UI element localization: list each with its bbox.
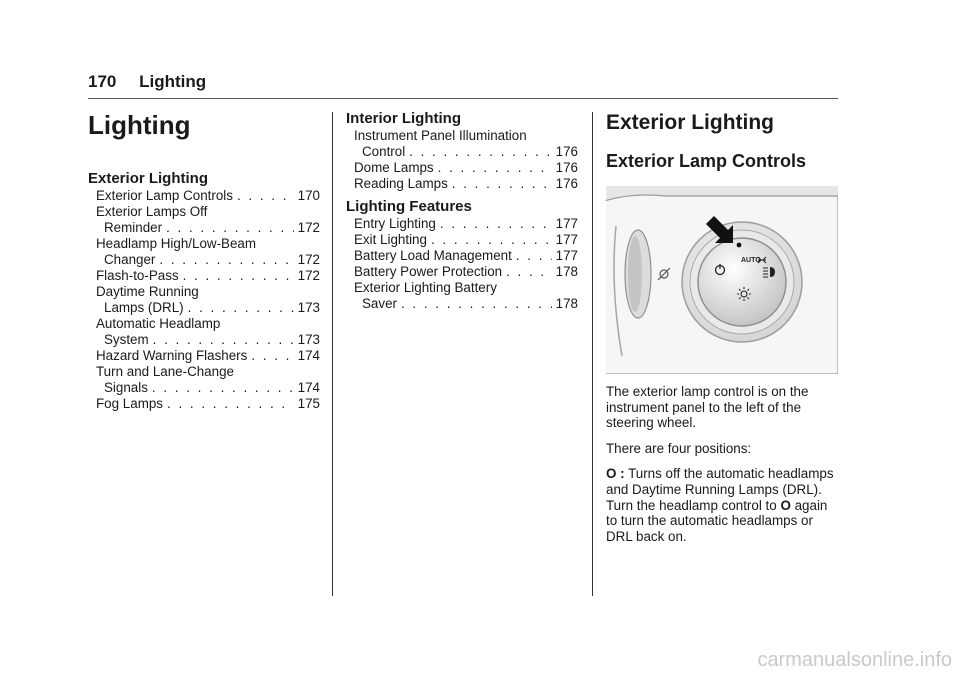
toc-entry-line bbox=[96, 252, 320, 268]
toc-entry[interactable] bbox=[96, 268, 320, 284]
toc-entry-text: Reminder bbox=[104, 220, 163, 235]
chapter-title: Lighting bbox=[88, 110, 191, 140]
toc-entry-line bbox=[96, 236, 320, 252]
lamp-control-illustration bbox=[606, 186, 838, 374]
left-column bbox=[88, 110, 320, 412]
toc-entry[interactable] bbox=[96, 284, 320, 316]
toc-entry-text: Lamps (DRL) bbox=[104, 300, 184, 315]
toc-entry-line bbox=[96, 204, 320, 220]
toc-entry-line bbox=[96, 364, 320, 380]
toc-leader-dots bbox=[166, 220, 294, 236]
toc-entry-text: Saver bbox=[362, 296, 397, 311]
toc-page-number: 175 bbox=[297, 396, 320, 411]
toc-leader-dots bbox=[183, 268, 294, 284]
toc-entry-line bbox=[354, 280, 578, 296]
toc-page-number: 174 bbox=[297, 348, 320, 363]
toc-leader-dots bbox=[401, 296, 552, 312]
exterior-lighting-title: Exterior Lighting bbox=[606, 111, 774, 134]
section-title-features: Lighting Features bbox=[346, 198, 472, 215]
toc-entry[interactable] bbox=[354, 128, 578, 160]
toc-entry-line bbox=[354, 144, 578, 160]
toc-entry[interactable] bbox=[354, 232, 578, 248]
running-section-title: Lighting bbox=[139, 72, 207, 91]
toc-entry[interactable] bbox=[354, 216, 578, 232]
auto-label: AUTO bbox=[741, 257, 761, 264]
exterior-lamp-controls-title: Exterior Lamp Controls bbox=[606, 151, 807, 171]
toc-page-number: 177 bbox=[555, 216, 578, 231]
section-title-exterior: Exterior Lighting bbox=[88, 170, 208, 187]
paragraph-positions: There are four positions: bbox=[606, 440, 752, 456]
toc-entry-text: Flash-to-Pass bbox=[96, 268, 179, 283]
toc-entry-line bbox=[354, 216, 578, 232]
column-divider-1 bbox=[332, 112, 333, 596]
toc-leader-dots bbox=[516, 248, 552, 264]
page-header bbox=[88, 72, 206, 92]
toc-entry[interactable] bbox=[96, 348, 320, 364]
toc-entry-line bbox=[354, 248, 578, 264]
toc-entry[interactable] bbox=[96, 396, 320, 412]
toc-entry-text: Entry Lighting bbox=[354, 216, 436, 231]
toc-entry[interactable] bbox=[96, 364, 320, 396]
column-divider-2 bbox=[592, 112, 593, 596]
toc-entry[interactable] bbox=[354, 176, 578, 192]
toc-entry-text: Daytime Running bbox=[96, 284, 199, 299]
toc-page-number: 176 bbox=[555, 160, 578, 175]
toc-leader-dots bbox=[440, 216, 552, 232]
toc-entry-text: Hazard Warning Flashers bbox=[96, 348, 248, 363]
toc-page-number: 174 bbox=[297, 380, 320, 395]
paragraph-location: The exterior lamp control is on the instrument panel to the left of the steering wheel. bbox=[606, 384, 809, 431]
off-description-a: Turns off the automatic headlamps and Daytime Running Lamps (DRL). Turn the headlamp control to bbox=[606, 466, 834, 513]
toc-entry-text: Battery Load Management bbox=[354, 248, 512, 263]
off-symbol: O : bbox=[606, 466, 625, 482]
toc-page-number: 170 bbox=[297, 188, 320, 203]
toc-page-number: 176 bbox=[555, 144, 578, 159]
toc-entry-line bbox=[354, 128, 578, 144]
toc-page-number: 172 bbox=[297, 220, 320, 235]
toc-page-number: 178 bbox=[555, 264, 578, 279]
toc-entry[interactable] bbox=[354, 264, 578, 280]
toc-entry-text: Exterior Lighting Battery bbox=[354, 280, 497, 295]
toc-entry-line bbox=[354, 264, 578, 280]
toc-page-number: 177 bbox=[555, 248, 578, 263]
toc-exterior-list bbox=[96, 188, 320, 412]
toc-entry-line bbox=[96, 300, 320, 316]
toc-entry[interactable] bbox=[96, 204, 320, 236]
toc-entry-text: Automatic Headlamp bbox=[96, 316, 221, 331]
toc-entry-line bbox=[354, 176, 578, 192]
toc-leader-dots bbox=[153, 332, 294, 348]
header-rule bbox=[88, 98, 838, 99]
toc-entry-text: Exit Lighting bbox=[354, 232, 427, 247]
off-symbol-inline: O bbox=[780, 497, 791, 513]
toc-entry-line bbox=[96, 220, 320, 236]
toc-interior-list bbox=[354, 128, 578, 192]
toc-entry-text: Signals bbox=[104, 380, 148, 395]
toc-leader-dots bbox=[409, 144, 551, 160]
toc-page-number: 173 bbox=[297, 332, 320, 347]
toc-entry-text: Dome Lamps bbox=[354, 160, 434, 175]
toc-entry-line bbox=[96, 316, 320, 332]
toc-entry-text: Turn and Lane-Change bbox=[96, 364, 234, 379]
toc-entry[interactable] bbox=[354, 248, 578, 264]
toc-leader-dots bbox=[159, 252, 293, 268]
toc-features-list bbox=[354, 216, 578, 312]
toc-entry-text: Reading Lamps bbox=[354, 176, 448, 191]
toc-leader-dots bbox=[438, 160, 552, 176]
middle-column bbox=[346, 110, 578, 312]
watermark: carmanualsonline.info bbox=[757, 649, 952, 671]
toc-page-number: 172 bbox=[297, 268, 320, 283]
toc-entry-line bbox=[354, 296, 578, 312]
toc-entry-text: Exterior Lamps Off bbox=[96, 204, 208, 219]
toc-leader-dots bbox=[452, 176, 552, 192]
toc-entry[interactable] bbox=[96, 188, 320, 204]
toc-entry-text: Changer bbox=[104, 252, 156, 267]
toc-entry-text: System bbox=[104, 332, 149, 347]
page-number: 170 bbox=[88, 72, 117, 91]
toc-entry-text: Headlamp High/Low-Beam bbox=[96, 236, 257, 251]
off-description-b: again to turn the automatic headlamps or DRL back on. bbox=[606, 497, 828, 544]
toc-entry-text: Exterior Lamp Controls bbox=[96, 188, 233, 203]
toc-entry-text: Control bbox=[362, 144, 406, 159]
toc-entry[interactable] bbox=[354, 160, 578, 176]
toc-entry-line bbox=[96, 396, 320, 412]
toc-entry-line bbox=[354, 160, 578, 176]
toc-page-number: 172 bbox=[297, 252, 320, 267]
toc-entry-line bbox=[96, 348, 320, 364]
toc-leader-dots bbox=[188, 300, 294, 316]
toc-entry-text: Battery Power Protection bbox=[354, 264, 503, 279]
toc-leader-dots bbox=[237, 188, 294, 204]
toc-entry-text: Instrument Panel Illumination bbox=[354, 128, 527, 143]
toc-leader-dots bbox=[251, 348, 293, 364]
toc-leader-dots bbox=[431, 232, 552, 248]
toc-entry[interactable] bbox=[96, 236, 320, 268]
toc-entry-line bbox=[96, 268, 320, 284]
toc-entry-line bbox=[96, 380, 320, 396]
right-column bbox=[606, 110, 838, 544]
paragraph-off-position bbox=[606, 466, 838, 544]
toc-entry-line bbox=[96, 332, 320, 348]
section-title-interior: Interior Lighting bbox=[346, 110, 461, 127]
toc-entry[interactable] bbox=[354, 280, 578, 312]
toc-entry-line bbox=[96, 284, 320, 300]
toc-leader-dots bbox=[152, 380, 294, 396]
toc-entry-text: Fog Lamps bbox=[96, 396, 163, 411]
lamp-control-figure bbox=[606, 186, 838, 374]
toc-leader-dots bbox=[506, 264, 552, 280]
toc-entry-line bbox=[96, 188, 320, 204]
toc-entry-line bbox=[354, 232, 578, 248]
toc-page-number: 176 bbox=[555, 176, 578, 191]
toc-leader-dots bbox=[167, 396, 294, 412]
toc-page-number: 173 bbox=[297, 300, 320, 315]
toc-page-number: 178 bbox=[555, 296, 578, 311]
toc-page-number: 177 bbox=[555, 232, 578, 247]
toc-entry[interactable] bbox=[96, 316, 320, 348]
